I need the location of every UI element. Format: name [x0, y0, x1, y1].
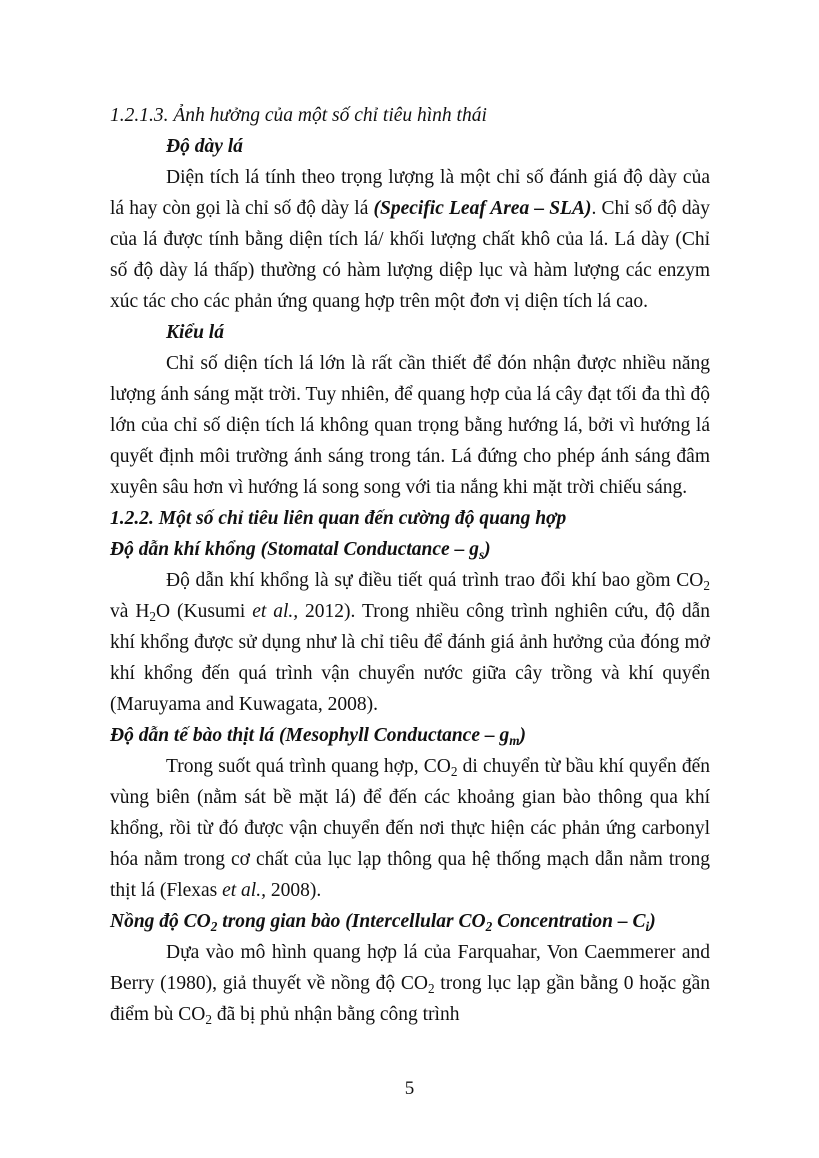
- subscript: 2: [450, 763, 458, 779]
- section-heading-122: 1.2.2. Một số chỉ tiêu liên quan đến cường độ quang hợp: [110, 508, 567, 529]
- text-run: 2012). Trong nhiều công trình nghiên cứu, độ dẫn khí khổng được sử dụng như là chỉ tiêu để đánh giá ảnh hưởng của đóng mở khí khổng đến quá trình vận chuyển nước giữa cây trồng và khí quyển (Maruyama and Kuwagata, 2008).: [110, 601, 710, 715]
- text-run: Concentration – C: [492, 911, 646, 932]
- section-heading-1213: 1.2.1.3. Ảnh hưởng của một số chỉ tiêu hình thái: [110, 105, 487, 126]
- text-run: Nồng độ CO: [110, 911, 211, 932]
- text-run: Dựa vào mô hình quang hợp lá của Farquahar, Von Caemmerer and Berry (1980), giả thuyết về nồng độ CO: [110, 942, 710, 994]
- subheading-leaf-type: Kiểu lá: [166, 322, 224, 343]
- text-run: Độ dẫn khí khổng là sự điều tiết quá trình trao đổi khí bao gồm CO: [166, 570, 704, 591]
- text-run: Độ dẫn tế bào thịt lá (Mesophyll Conductance – g: [110, 725, 510, 746]
- page-number: 5: [404, 1078, 415, 1099]
- paragraph-stomatal: [110, 565, 710, 720]
- text-run: trong lục lạp gần bằng 0 hoặc gần điểm bù CO: [110, 973, 710, 1025]
- paragraph-leaf-type: Chỉ số diện tích lá lớn là rất cần thiết để đón nhận được nhiều năng lượng ánh sáng mặt trời. Tuy nhiên, để quang hợp của lá cây đạt tối đa thì độ lớn của chỉ số diện tích lá không quan trọng bằng hướng lá, bởi vì hướng lá quyết định môi trường ánh sáng trong tán. Lá đứng cho phép ánh sáng đâm xuyên sâu hơn vì hướng lá song song với tia nắng khi mặt trời chiếu sáng.: [110, 353, 710, 498]
- text-run: . Chỉ số độ dày của lá được tính bằng diện tích lá/ khối lượng chất khô của lá. Lá dày (Chỉ số độ dày lá thấp) thường có hàm lượng diệp lục và hàm lượng các enzym xúc tác cho các phản ứng quang hợp trên một đơn vị diện tích lá cao.: [110, 198, 711, 312]
- subscript: 2: [205, 1011, 212, 1027]
- text-run: Trong suốt quá trình quang hợp, CO: [166, 756, 451, 777]
- subheading-mesophyll: [110, 720, 710, 751]
- text-run: đã bị phủ nhận bằng công trình: [211, 1004, 460, 1025]
- subheading-leaf-thickness: Độ dày lá: [166, 136, 243, 157]
- subscript: m: [509, 732, 520, 748]
- text-run: trong gian bào (Intercellular CO: [217, 911, 486, 932]
- subscript: s: [478, 546, 485, 562]
- subheading-stomatal: [110, 534, 710, 565]
- text-run: Diện tích lá tính theo trọng lượng là một chỉ số đánh giá độ dày của lá hay còn gọi là chỉ số độ dày lá: [110, 167, 710, 219]
- text-run-italic: et al.,: [252, 601, 299, 622]
- paragraph-leaf-thickness: [110, 162, 710, 317]
- subheading-intercellular: [110, 906, 710, 937]
- subscript: 2: [210, 918, 218, 934]
- subscript: i: [645, 918, 650, 934]
- subscript: 2: [427, 980, 435, 996]
- subscript: 2: [485, 918, 493, 934]
- text-run: O (Kusumi: [156, 601, 253, 622]
- text-run: ): [649, 911, 656, 932]
- subscript: 2: [149, 608, 157, 624]
- text-run: 2008).: [265, 880, 322, 901]
- document-page: [110, 100, 710, 1030]
- text-run-italic: et al.,: [222, 880, 266, 901]
- term-sla: (Specific Leaf Area – SLA): [373, 198, 592, 219]
- text-run: ): [484, 539, 491, 560]
- subscript: 2: [703, 577, 710, 593]
- paragraph-mesophyll: [110, 751, 710, 906]
- text-run: di chuyển từ bầu khí quyển đến vùng biên (nằm sát bề mặt lá) để đến các khoảng gian bào thông qua khí khổng, rồi từ đó được vận chuyển đến nơi thực hiện các phản ứng carbonyl hóa nằm trong cơ chất của lục lạp thông qua hệ thống mạch dẫn nằm trong thịt lá (Flexas: [110, 756, 710, 901]
- paragraph-intercellular: [110, 937, 710, 1030]
- text-run: Độ dẫn khí khổng (Stomatal Conductance – g: [110, 539, 479, 560]
- text-run: ): [519, 725, 527, 746]
- text-run: và H: [110, 601, 150, 622]
